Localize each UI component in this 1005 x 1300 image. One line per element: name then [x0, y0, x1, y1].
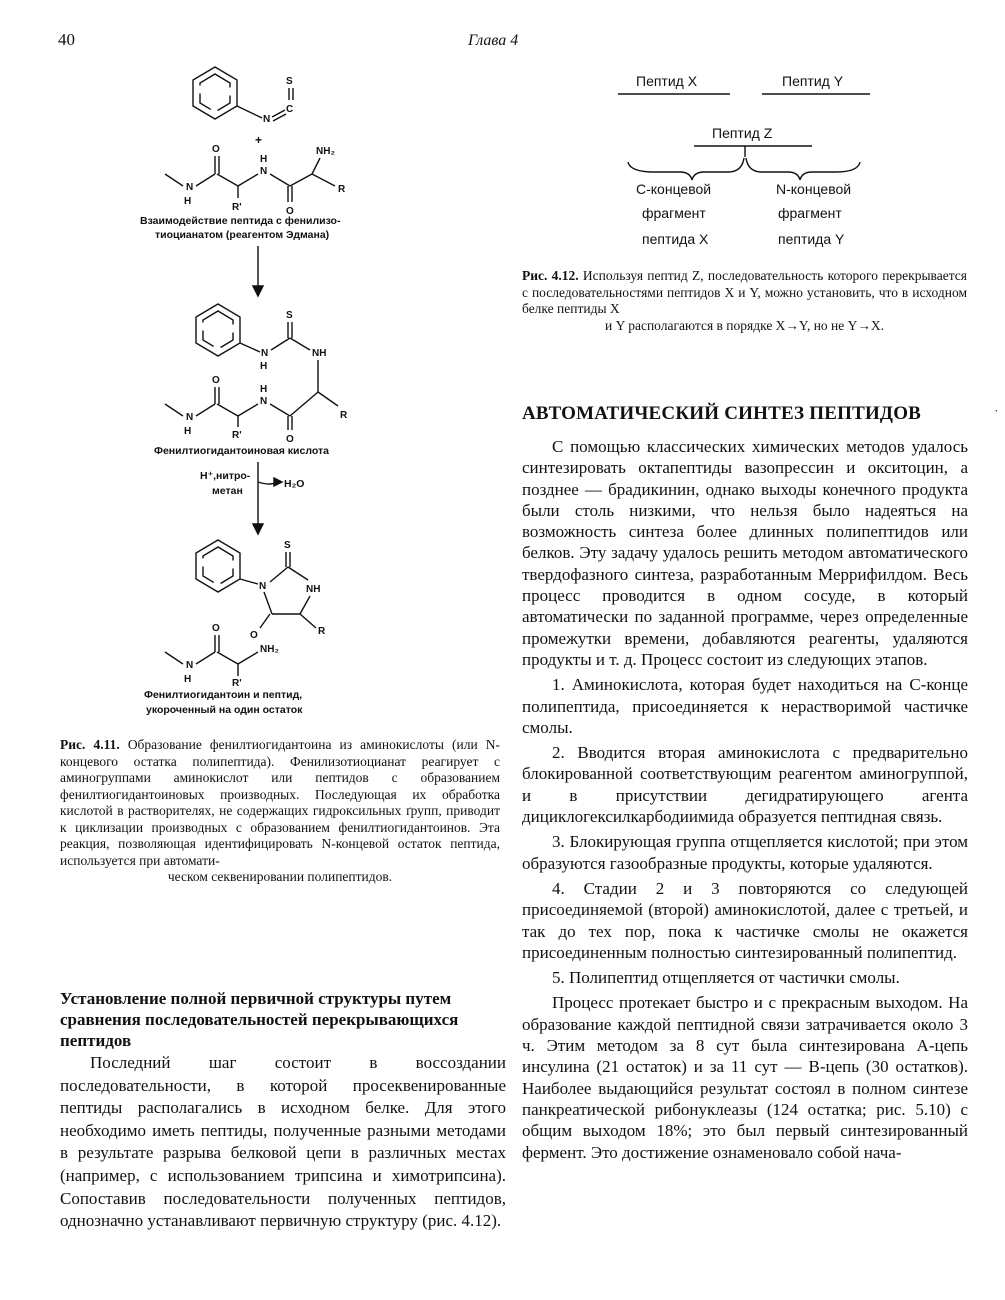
step3-label-2: укороченный на один остаток: [146, 704, 303, 716]
step-2: 2. Вводится вторая аминокислота с предварительно блокированной соответствующим реагентом аминогруппой, и в присутствии дегидратирующего агента дициклогексилкарбодиимида образуется пептидная связь.: [522, 743, 968, 827]
svg-text:пептида Y: пептида Y: [778, 231, 845, 247]
svg-text:O: O: [286, 434, 294, 445]
svg-text:H: H: [260, 361, 268, 372]
automated-synthesis-body: [522, 436, 968, 1163]
svg-text:O: O: [212, 375, 220, 386]
section-paragraph-primary-structure: Последний шаг состоит в воссоздании последовательности, в которой просеквенированные пептиды располагались в исходном белке. Для этого необходимо иметь пептиды, полученные разными методами в результате разрыва белковой цепи в различных местах (например, с использованием трипсина и химотрипсина). Сопоставив последовательности полученных пептидов, однозначно устанавливают первичную структуру (рис. 4.12).: [60, 1053, 506, 1231]
svg-text:пептида X: пептида X: [642, 231, 709, 247]
svg-text:S: S: [286, 76, 293, 87]
paragraph-intro: С помощью классических химических методов удалось синтезировать октапептиды вазопрессин и окситоцин, а позднее — брадикинин, однако выходы конечного продукта были столь низкими, что нельзя было надеяться на возможность синтеза более длинных полипептидов или белков. Эту задачу удалось решить методом автоматического твердофазного синтеза, разработанным Меррифилдом. Весь процесс проводится в одном сосуде, в который автоматически по заданной программе, через определенные промежутки времени, добавляются реагенты, удаляются продукты и т. д. Процесс состоит из следующих этапов.: [522, 437, 968, 669]
svg-text:C: C: [286, 104, 294, 115]
svg-text:H⁺,нитро-: H⁺,нитро-: [200, 470, 251, 482]
svg-text:S: S: [286, 310, 293, 321]
peptide-x-label: Пептид X: [636, 73, 698, 89]
phenylthiocarbamyl-peptide: [165, 304, 348, 445]
phenyl-isothiocyanate: [193, 67, 293, 125]
svg-text:N: N: [259, 581, 267, 592]
svg-text:R': R': [232, 430, 242, 441]
svg-text:N: N: [261, 348, 269, 359]
svg-text:NH: NH: [312, 348, 327, 359]
svg-text:H₂O: H₂O: [284, 478, 305, 490]
svg-text:H: H: [260, 384, 268, 395]
svg-text:O: O: [212, 144, 220, 155]
step-1: 1. Аминокислота, которая будет находиться на С-конце полипептида, присоединяется к нерастворимой частичке смолы.: [522, 675, 968, 737]
svg-text:R': R': [232, 678, 242, 689]
svg-text:R: R: [340, 410, 348, 421]
svg-text:N-концевой: N-концевой: [776, 181, 852, 197]
svg-text:NH: NH: [306, 584, 321, 595]
svg-text:O: O: [286, 206, 294, 217]
svg-text:NH₂: NH₂: [260, 644, 279, 655]
svg-text:N: N: [186, 412, 194, 423]
step3-label: Фенилтиогидантоин и пептид,: [144, 689, 303, 701]
peptide-z-label: Пептид Z: [712, 125, 773, 141]
svg-text:N: N: [260, 166, 268, 177]
svg-text:H: H: [184, 674, 192, 685]
svg-text:S: S: [284, 540, 291, 551]
step1-label-2: тиоцианатом (реагентом Эдмана): [155, 229, 330, 241]
edman-degradation-scheme: [120, 62, 410, 722]
peptide-y-label: Пептид Y: [782, 73, 844, 89]
svg-text:O: O: [212, 623, 220, 634]
chapter-title: Глава 4: [468, 32, 519, 49]
left-brace: [628, 158, 744, 180]
svg-text:O: O: [250, 630, 258, 641]
peptide-structure-1: [165, 144, 346, 217]
margin-mark: ˙: [994, 408, 999, 423]
peptide-overlap-diagram: [600, 62, 900, 262]
svg-text:N: N: [186, 182, 194, 193]
step-3: 3. Блокирующая группа отщепляется кислотой; при этом образуются газообразные продукты, которые удаляются.: [522, 832, 968, 873]
svg-text:фрагмент: фрагмент: [778, 205, 842, 221]
svg-text:H: H: [184, 196, 192, 207]
svg-text:H: H: [260, 154, 268, 165]
svg-text:R': R': [232, 202, 242, 213]
svg-text:N: N: [263, 114, 271, 125]
phenylthiohydantoin: [165, 540, 326, 689]
section-title-primary-structure: Установление полной первичной структуры путем сравнения последовательностей перекрывающихся пептидов: [60, 989, 459, 1050]
svg-text:N: N: [260, 396, 268, 407]
svg-text:метан: метан: [212, 485, 243, 497]
paragraph-outro: Процесс протекает быстро и с прекрасным выходом. На образование каждой пептидной связи затрачивается около 3 ч. Этим методом за 8 сут была синтезирована А-цепь инсулина (21 остаток) и за 11 сут — В-цепь (30 остатков). Наиболее выдающийся результат состоял в полном синтезе панкреатической рибонуклеазы (124 остатка; рис. 5.10) с общим выходом 18%; это был первый синтезированный фермент. Это достижение ознаменовало собой нача-: [522, 993, 968, 1162]
figure-4-12-caption: Рис. 4.12. Используя пептид Z, последовательность которого перекрывается с последовательностями пептидов X и Y, можно установить, что в исходном белке пептиды X и Y располагаются в порядке X→Y, но не Y→X.: [522, 268, 967, 333]
svg-text:С-концевой: С-концевой: [636, 181, 712, 197]
svg-text:фрагмент: фрагмент: [642, 205, 706, 221]
page-number: 40: [58, 30, 75, 49]
step-5: 5. Полипептид отщепляется от частички смолы.: [552, 968, 900, 988]
step-4: 4. Стадии 2 и 3 повторяются со следующей присоединяемой (второй) аминокислотой, далее с третьей, и так до тех пор, пока к частичке смолы не окажется присоединенным полностью синтезированный полипептид.: [522, 878, 968, 962]
svg-text:R: R: [318, 626, 326, 637]
step1-label: Взаимодействие пептида с фенилизо-: [140, 215, 341, 227]
step2-label: Фенилтиогидантоиновая кислота: [154, 445, 329, 457]
svg-text:R: R: [338, 184, 346, 195]
plus-sign: +: [255, 133, 263, 147]
svg-text:NH₂: NH₂: [316, 146, 335, 157]
svg-text:N: N: [186, 660, 194, 671]
svg-text:H: H: [184, 426, 192, 437]
right-brace: [746, 158, 860, 180]
figure-4-11-caption: Рис. 4.11. Образование фенилтиогидантоина из аминокислоты (или N-концевого остатка полипептида). Фенилизотиоцианат реагирует с аминогруппами аминокислот или пептидов с образованием фенилтиогидантоиновых производных. Последующая их обработка кислотой в растворителях, не содержащих гидроксильных ґрупп, приводит к циклизации производных с образованием фенилтиогидантоинов. Эта реакция, позволяющая идентифицировать N-концевой остаток пептида, используется при автомати- ческом секвенировании полипептидов.: [60, 737, 501, 884]
section-title-automated-synthesis: АВТОМАТИЧЕСКИЙ СИНТЕЗ ПЕПТИДОВ: [522, 403, 922, 424]
